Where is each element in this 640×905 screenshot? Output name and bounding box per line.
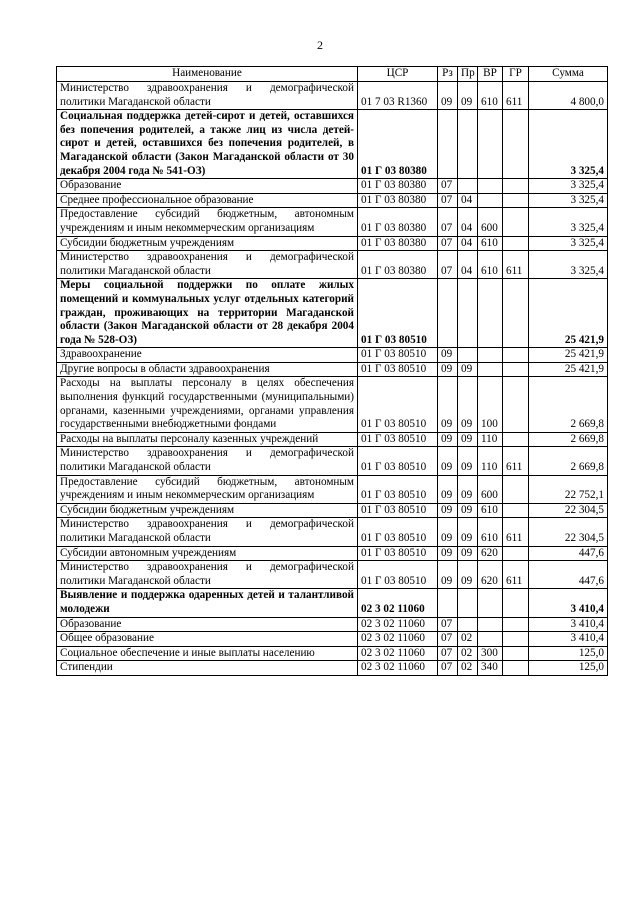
cell-sum: 3 325,4 <box>529 193 608 208</box>
cell-name: Общее образование <box>57 632 358 647</box>
header-csr: ЦСР <box>358 67 438 82</box>
table-row <box>57 503 608 518</box>
cell-rz: 07 <box>438 208 458 236</box>
cell-name: Субсидии бюджетным учреждениям <box>57 503 358 518</box>
cell-name: Образование <box>57 617 358 632</box>
cell-rz: 09 <box>438 503 458 518</box>
cell-pr: 09 <box>458 546 478 561</box>
cell-gr <box>503 503 529 518</box>
table-row <box>57 193 608 208</box>
cell-rz: 07 <box>438 179 458 194</box>
cell-gr <box>503 236 529 251</box>
cell-csr: 01 Г 03 80380 <box>358 208 438 236</box>
cell-rz: 09 <box>438 561 458 589</box>
cell-rz: 09 <box>438 518 458 546</box>
cell-pr <box>458 279 478 348</box>
cell-vr <box>478 348 503 363</box>
header-sum: Сумма <box>529 67 608 82</box>
cell-gr <box>503 632 529 647</box>
cell-rz <box>438 589 458 617</box>
cell-pr: 09 <box>458 561 478 589</box>
cell-name: Меры социальной поддержки по оплате жилых помещений и коммунальных услуг отдельных категорий граждан, проживающих на территории Магаданской области (Закон Магаданской области от 28 декабря 2004 года № 528-ОЗ) <box>57 279 358 348</box>
cell-vr: 620 <box>478 546 503 561</box>
cell-csr: 02 3 02 11060 <box>358 589 438 617</box>
cell-sum: 22 304,5 <box>529 518 608 546</box>
cell-name: Предоставление субсидий бюджетным, автономным учреждениям и иным некоммерческим организациям <box>57 475 358 503</box>
cell-sum: 2 669,8 <box>529 377 608 432</box>
cell-name: Министерство здравоохранения и демографической политики Магаданской области <box>57 518 358 546</box>
cell-pr: 02 <box>458 646 478 661</box>
cell-csr: 01 Г 03 80510 <box>358 546 438 561</box>
cell-sum: 4 800,0 <box>529 82 608 110</box>
cell-vr: 110 <box>478 447 503 475</box>
cell-vr: 610 <box>478 518 503 546</box>
table-row <box>57 362 608 377</box>
cell-sum: 3 325,4 <box>529 110 608 179</box>
cell-gr <box>503 377 529 432</box>
cell-sum: 125,0 <box>529 646 608 661</box>
table-row <box>57 377 608 432</box>
cell-csr: 01 Г 03 80510 <box>358 279 438 348</box>
cell-pr: 09 <box>458 447 478 475</box>
table-row <box>57 561 608 589</box>
table-row <box>57 279 608 348</box>
cell-rz: 09 <box>438 362 458 377</box>
table-row <box>57 179 608 194</box>
cell-name: Среднее профессиональное образование <box>57 193 358 208</box>
cell-pr: 02 <box>458 661 478 676</box>
table-row <box>57 236 608 251</box>
table-row <box>57 432 608 447</box>
cell-sum: 25 421,9 <box>529 362 608 377</box>
cell-pr: 09 <box>458 432 478 447</box>
cell-vr <box>478 193 503 208</box>
cell-rz <box>438 279 458 348</box>
cell-gr <box>503 208 529 236</box>
cell-sum: 3 325,4 <box>529 236 608 251</box>
cell-vr <box>478 362 503 377</box>
cell-rz: 07 <box>438 632 458 647</box>
cell-gr <box>503 193 529 208</box>
cell-gr <box>503 589 529 617</box>
table-row <box>57 546 608 561</box>
cell-csr: 01 Г 03 80380 <box>358 193 438 208</box>
cell-gr <box>503 348 529 363</box>
cell-gr: 611 <box>503 447 529 475</box>
cell-pr: 04 <box>458 208 478 236</box>
cell-vr: 600 <box>478 475 503 503</box>
page-number: 2 <box>317 38 323 52</box>
table-row <box>57 617 608 632</box>
cell-gr: 611 <box>503 561 529 589</box>
cell-gr <box>503 646 529 661</box>
cell-csr: 01 7 03 R1360 <box>358 82 438 110</box>
cell-sum: 2 669,8 <box>529 447 608 475</box>
cell-name: Расходы на выплаты персоналу казенных учреждений <box>57 432 358 447</box>
cell-csr: 02 3 02 11060 <box>358 632 438 647</box>
cell-sum: 3 410,4 <box>529 589 608 617</box>
cell-name: Здравоохранение <box>57 348 358 363</box>
cell-pr: 04 <box>458 193 478 208</box>
cell-csr: 01 Г 03 80510 <box>358 518 438 546</box>
cell-pr: 09 <box>458 503 478 518</box>
cell-gr <box>503 110 529 179</box>
cell-pr: 09 <box>458 475 478 503</box>
cell-vr: 300 <box>478 646 503 661</box>
cell-name: Министерство здравоохранения и демографической политики Магаданской области <box>57 251 358 279</box>
table-body <box>57 82 608 676</box>
cell-vr: 610 <box>478 236 503 251</box>
table-row <box>57 348 608 363</box>
cell-gr <box>503 279 529 348</box>
cell-csr: 01 Г 03 80510 <box>358 447 438 475</box>
cell-rz: 09 <box>438 546 458 561</box>
cell-csr: 02 3 02 11060 <box>358 646 438 661</box>
cell-sum: 25 421,9 <box>529 348 608 363</box>
table-row <box>57 646 608 661</box>
table-row <box>57 82 608 110</box>
cell-pr: 04 <box>458 236 478 251</box>
cell-pr <box>458 179 478 194</box>
cell-vr: 610 <box>478 251 503 279</box>
cell-gr <box>503 475 529 503</box>
cell-vr: 610 <box>478 82 503 110</box>
cell-sum: 125,0 <box>529 661 608 676</box>
cell-sum: 3 410,4 <box>529 632 608 647</box>
cell-vr: 100 <box>478 377 503 432</box>
cell-gr: 611 <box>503 518 529 546</box>
cell-vr <box>478 179 503 194</box>
cell-rz: 09 <box>438 82 458 110</box>
table-row <box>57 208 608 236</box>
cell-gr: 611 <box>503 82 529 110</box>
cell-rz: 07 <box>438 236 458 251</box>
cell-csr: 01 Г 03 80380 <box>358 179 438 194</box>
header-name: Наименование <box>57 67 358 82</box>
cell-sum: 3 325,4 <box>529 208 608 236</box>
header-gr: ГР <box>503 67 529 82</box>
table-row <box>57 447 608 475</box>
cell-csr: 01 Г 03 80510 <box>358 362 438 377</box>
cell-pr <box>458 348 478 363</box>
cell-pr <box>458 617 478 632</box>
cell-name: Другие вопросы в области здравоохранения <box>57 362 358 377</box>
cell-pr <box>458 589 478 617</box>
cell-vr: 600 <box>478 208 503 236</box>
cell-csr: 01 Г 03 80510 <box>358 475 438 503</box>
cell-sum: 25 421,9 <box>529 279 608 348</box>
cell-sum: 22 752,1 <box>529 475 608 503</box>
cell-csr: 02 3 02 11060 <box>358 617 438 632</box>
cell-vr: 340 <box>478 661 503 676</box>
header-rz: Рз <box>438 67 458 82</box>
cell-name: Субсидии автономным учреждениям <box>57 546 358 561</box>
cell-name: Министерство здравоохранения и демографической политики Магаданской области <box>57 561 358 589</box>
cell-rz: 09 <box>438 475 458 503</box>
cell-name: Министерство здравоохранения и демографической политики Магаданской области <box>57 447 358 475</box>
cell-name: Субсидии бюджетным учреждениям <box>57 236 358 251</box>
cell-vr <box>478 279 503 348</box>
cell-rz: 09 <box>438 348 458 363</box>
cell-pr: 09 <box>458 518 478 546</box>
cell-csr: 01 Г 03 80510 <box>358 561 438 589</box>
table-row <box>57 589 608 617</box>
table-row <box>57 251 608 279</box>
cell-csr: 01 Г 03 80510 <box>358 348 438 363</box>
cell-vr <box>478 110 503 179</box>
cell-rz: 09 <box>438 432 458 447</box>
cell-rz: 07 <box>438 193 458 208</box>
cell-vr <box>478 632 503 647</box>
cell-sum: 447,6 <box>529 561 608 589</box>
cell-name: Стипендии <box>57 661 358 676</box>
cell-rz <box>438 110 458 179</box>
cell-sum: 447,6 <box>529 546 608 561</box>
cell-sum: 3 410,4 <box>529 617 608 632</box>
cell-gr <box>503 432 529 447</box>
cell-rz: 07 <box>438 661 458 676</box>
cell-csr: 01 Г 03 80380 <box>358 110 438 179</box>
cell-vr <box>478 617 503 632</box>
table-row <box>57 518 608 546</box>
cell-gr: 611 <box>503 251 529 279</box>
cell-csr: 01 Г 03 80510 <box>358 432 438 447</box>
cell-name: Министерство здравоохранения и демографической политики Магаданской области <box>57 82 358 110</box>
budget-table <box>56 66 608 676</box>
cell-pr: 09 <box>458 362 478 377</box>
cell-rz: 07 <box>438 646 458 661</box>
cell-pr: 09 <box>458 377 478 432</box>
cell-vr: 110 <box>478 432 503 447</box>
cell-rz: 09 <box>438 447 458 475</box>
header-pr: Пр <box>458 67 478 82</box>
cell-csr: 01 Г 03 80380 <box>358 251 438 279</box>
cell-rz: 09 <box>438 377 458 432</box>
cell-pr: 04 <box>458 251 478 279</box>
table-row <box>57 475 608 503</box>
cell-sum: 3 325,4 <box>529 179 608 194</box>
cell-name: Выявление и поддержка одаренных детей и талантливой молодежи <box>57 589 358 617</box>
cell-name: Социальное обеспечение и иные выплаты населению <box>57 646 358 661</box>
cell-gr <box>503 546 529 561</box>
table-row <box>57 632 608 647</box>
cell-csr: 02 3 02 11060 <box>358 661 438 676</box>
cell-csr: 01 Г 03 80510 <box>358 503 438 518</box>
cell-csr: 01 Г 03 80510 <box>358 377 438 432</box>
cell-pr: 09 <box>458 82 478 110</box>
cell-vr: 620 <box>478 561 503 589</box>
cell-gr <box>503 661 529 676</box>
cell-csr: 01 Г 03 80380 <box>358 236 438 251</box>
cell-vr: 610 <box>478 503 503 518</box>
cell-sum: 3 325,4 <box>529 251 608 279</box>
cell-pr: 02 <box>458 632 478 647</box>
cell-gr <box>503 617 529 632</box>
cell-gr <box>503 179 529 194</box>
cell-vr <box>478 589 503 617</box>
cell-rz: 07 <box>438 251 458 279</box>
cell-name: Предоставление субсидий бюджетным, автономным учреждениям и иным некоммерческим организациям <box>57 208 358 236</box>
table-header-row <box>57 67 608 82</box>
cell-sum: 22 304,5 <box>529 503 608 518</box>
cell-rz: 07 <box>438 617 458 632</box>
cell-name: Социальная поддержка детей-сирот и детей, оставшихся без попечения родителей, а также лиц из числа детей-сирот и детей, оставшихся без попечения родителей, в Магаданской области (Закон Магаданской области от 30 декабря 2004 года № 541-ОЗ) <box>57 110 358 179</box>
table-row <box>57 661 608 676</box>
cell-name: Образование <box>57 179 358 194</box>
cell-name: Расходы на выплаты персоналу в целях обеспечения выполнения функций государственными (муниципальными) органами, казенными учреждениями, органами управления государственными внебюджетными фондами <box>57 377 358 432</box>
cell-gr <box>503 362 529 377</box>
header-vr: ВР <box>478 67 503 82</box>
cell-sum: 2 669,8 <box>529 432 608 447</box>
table-row <box>57 110 608 179</box>
cell-pr <box>458 110 478 179</box>
